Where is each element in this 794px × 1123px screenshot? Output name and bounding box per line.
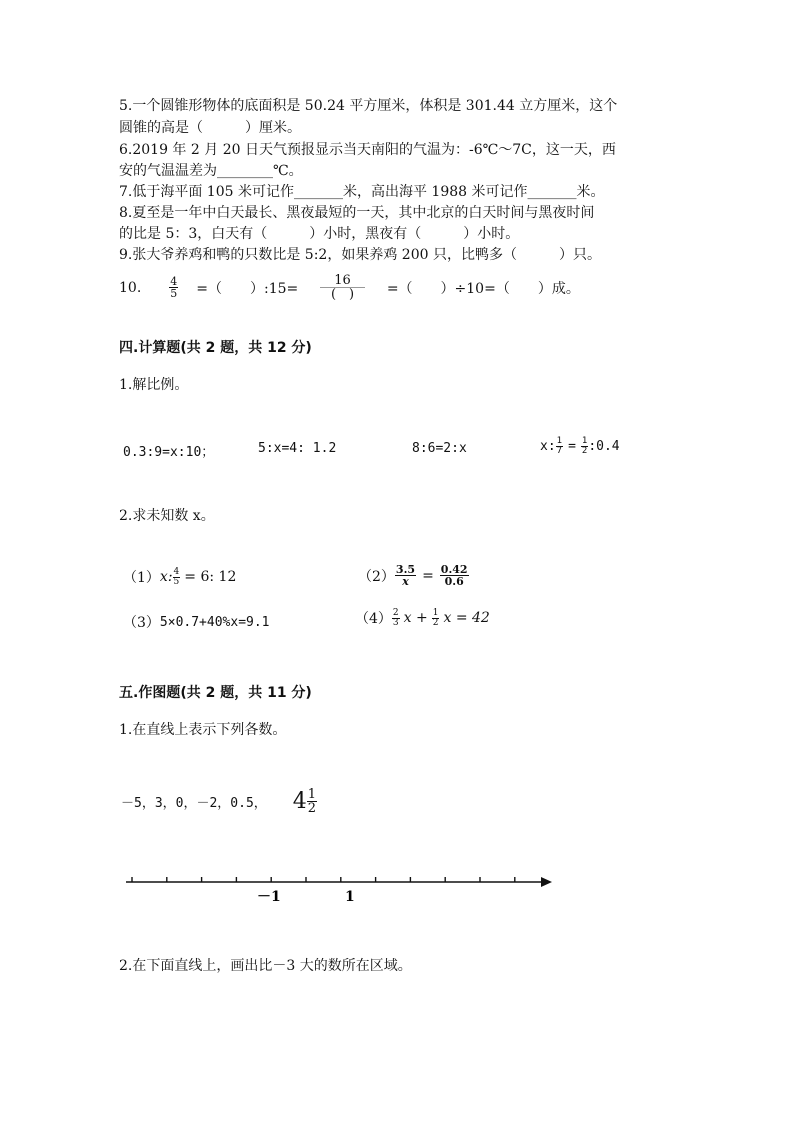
q10-fraction2 <box>320 274 365 301</box>
eq4-f2-den: 2 <box>581 446 588 456</box>
number-line-arrow <box>541 877 552 887</box>
numbers-text: －5，3，0，－2，0.5， <box>121 796 267 811</box>
section4-title: 四.计算题(共 2 题，共 12 分) <box>119 340 312 356</box>
q10-part1: =（ ）:15= <box>196 280 299 297</box>
tick-label-1: 1 <box>345 889 355 905</box>
s1-f-den: 5 <box>173 576 180 587</box>
s1-label: （1） <box>123 570 160 586</box>
proportion-eq2: 5:x=4: 1.2 <box>258 441 337 456</box>
s4-post: x = 42 <box>443 610 490 626</box>
s1-post: = 6: 12 <box>184 569 237 585</box>
q10-frac-den: 5 <box>170 287 178 300</box>
s4-fraction1 <box>392 609 400 628</box>
mixed-whole: 4 <box>292 789 307 814</box>
q7: 7.低于海平面 105 米可记作_______米，高出海平 1988 米可记作_______米。 <box>119 184 605 200</box>
section4-q1-label: 1.解比例。 <box>119 377 189 393</box>
q5-line1: 5.一个圆锥形物体的底面积是 50.24 平方厘米，体积是 301.44 立方厘米，这个 <box>119 98 618 114</box>
mixed-fraction <box>307 788 317 815</box>
s4-f1-den: 3 <box>392 617 399 628</box>
s3-text: 5×0.7+40%x=9.1 <box>159 614 270 630</box>
s2-f2-den: 0.6 <box>444 575 464 588</box>
s2-f1-num: 3.5 <box>395 563 416 576</box>
proportion-eq3: 8:6=2:x <box>412 441 467 456</box>
q5-line2: 圆锥的高是（ ）厘米。 <box>119 120 301 136</box>
mixed-den: 2 <box>307 801 317 816</box>
s1-fraction <box>173 568 181 587</box>
q9: 9.张大爷养鸡和鸭的只数比是 5:2，如果养鸡 200 只，比鸭多（ ）只。 <box>119 247 601 263</box>
eq4-equals: = <box>568 439 576 454</box>
s2-f1-den: x <box>402 575 409 588</box>
eq4-f1-den: 7 <box>556 446 563 456</box>
mixed-num: 1 <box>307 787 317 802</box>
q10-fraction <box>169 276 178 299</box>
q10-frac-num: 4 <box>170 275 178 288</box>
s4-mid: x + <box>403 610 428 626</box>
q6-line2: 安的气温温差为________℃。 <box>119 163 303 179</box>
mixed-number <box>293 788 317 815</box>
s4-f1-num: 2 <box>392 607 399 618</box>
q10-part2: =（ ）÷10=（ ）成。 <box>386 280 580 297</box>
number-line <box>120 868 560 908</box>
q8-line1: 8.夏至是一年中白天最长、黑夜最短的一天，其中北京的白天时间与黑夜时间 <box>119 205 595 221</box>
s2-fraction2 <box>440 564 469 587</box>
proportion-eq4 <box>540 437 620 456</box>
eq4-f1-num: 1 <box>556 436 563 446</box>
section5-q2-label: 2.在下面直线上，画出比－3 大的数所在区域。 <box>119 958 412 974</box>
s4-f2-num: 1 <box>432 607 439 618</box>
section5-title: 五.作图题(共 2 题，共 11 分) <box>119 685 312 701</box>
s4-f2-den: 2 <box>432 617 439 628</box>
q10 <box>119 274 580 301</box>
eq4-prefix: x: <box>540 439 556 454</box>
solve-item3 <box>123 612 270 632</box>
s3-label: （3） <box>123 615 160 631</box>
section5-q1-label: 1.在直线上表示下列各数。 <box>119 722 287 738</box>
s2-fraction1 <box>395 564 416 587</box>
solve-item2 <box>358 564 469 587</box>
s4-fraction2 <box>432 609 440 628</box>
q8-line2: 的比是 5：3，白天有（ ）小时，黑夜有（ ）小时。 <box>119 226 520 242</box>
proportion-eq1: 0.3:9=x:10； <box>123 445 215 460</box>
numbers-list <box>121 788 317 815</box>
eq4-fraction2 <box>581 437 588 456</box>
section4-q2-label: 2.求未知数 x。 <box>119 508 215 524</box>
s4-label: （4） <box>355 611 392 627</box>
s1-pre: x: <box>159 569 173 585</box>
eq4-suffix: :0.4 <box>588 439 620 454</box>
solve-item1 <box>123 567 236 587</box>
q10-frac2-den: ( ) <box>330 287 355 302</box>
s2-f2-num: 0.42 <box>440 563 468 576</box>
solve-item4 <box>355 608 490 628</box>
eq4-fraction1 <box>556 437 563 456</box>
s2-equals: = <box>422 567 434 584</box>
eq4-f2-num: 1 <box>581 436 588 446</box>
s2-label: （2） <box>358 568 395 585</box>
q6-line1: 6.2019 年 2 月 20 日天气预报显示当天南阳的气温为：-6℃～7C，这一天，西 <box>119 142 616 158</box>
s1-f-num: 4 <box>173 566 180 577</box>
q10-frac2-num: 16 <box>320 274 365 288</box>
tick-label-neg1: －1 <box>257 889 281 905</box>
q10-label: 10. <box>119 279 142 296</box>
